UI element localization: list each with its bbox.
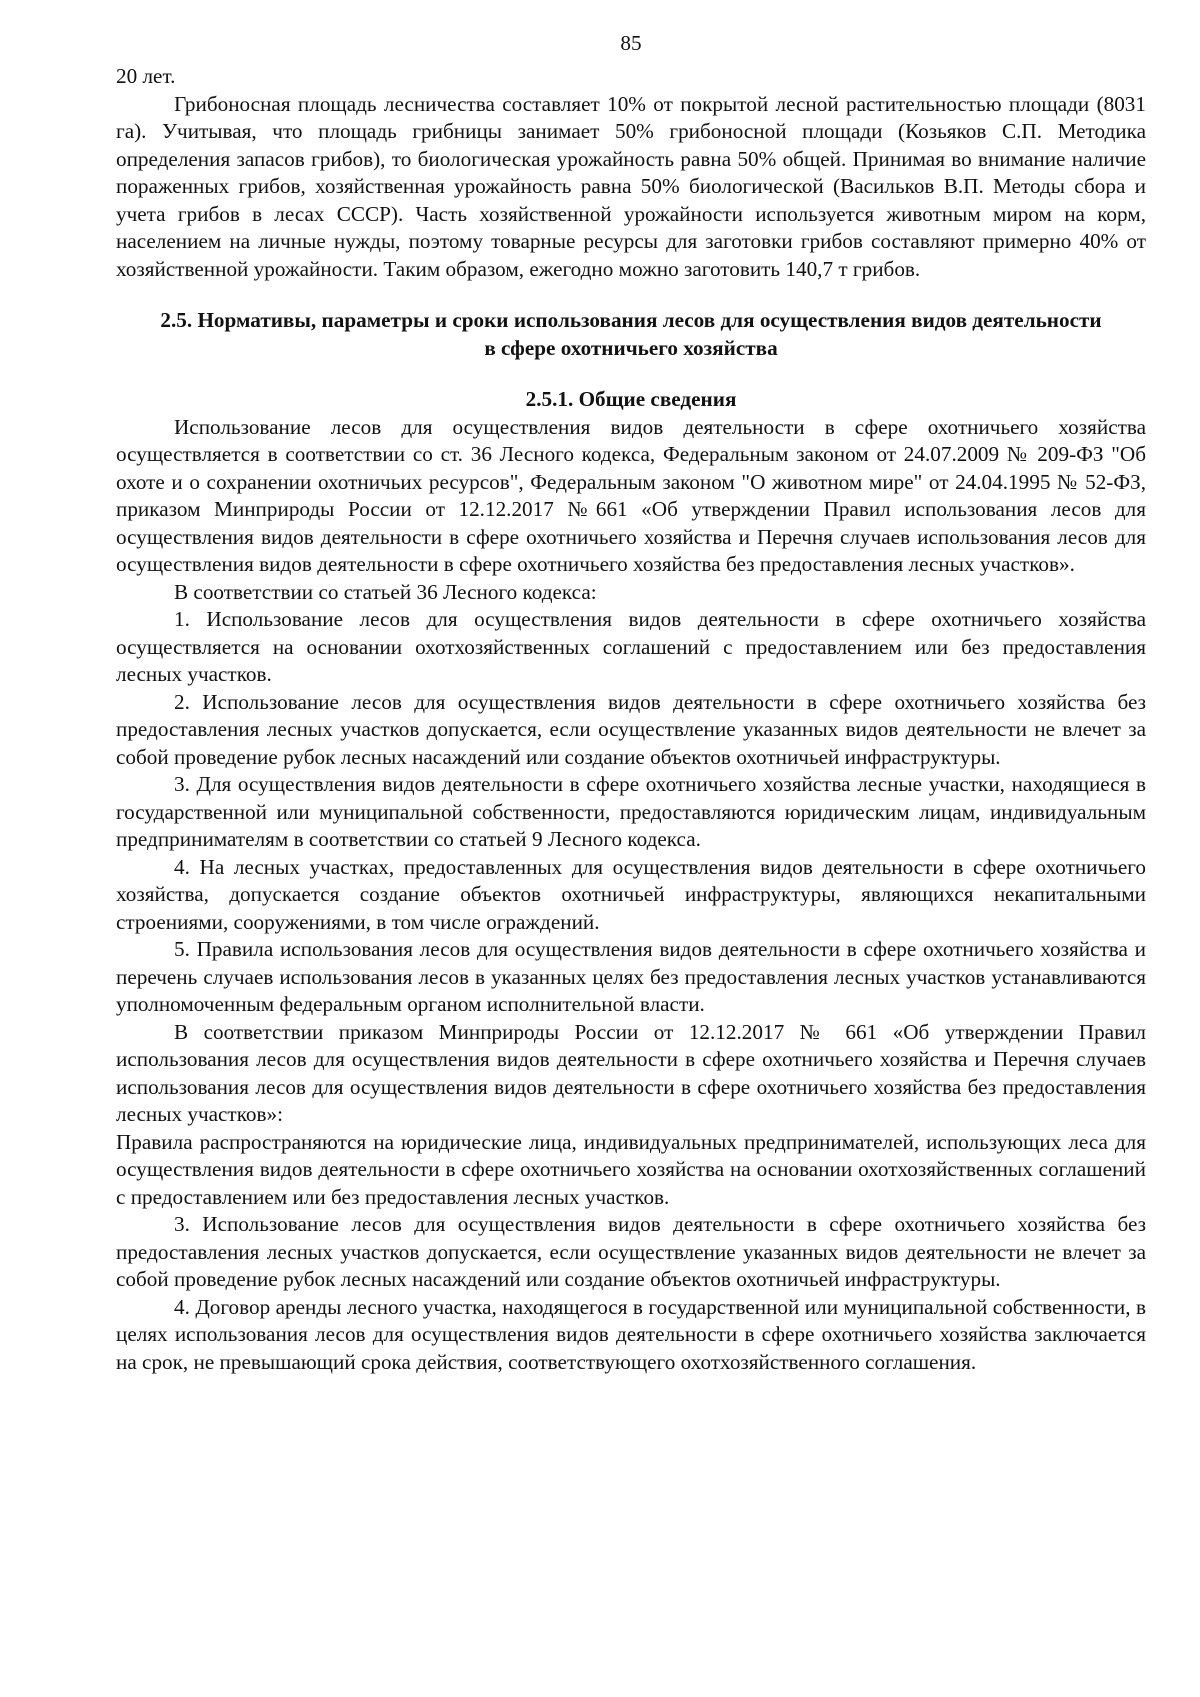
paragraph-item-4: 4. На лесных участках, предоставленных для осуществления видов деятельности в сфере охотничьего хозяйства, допускается создание объектов охотничьей инфраструктуры, являющихся некапитальными строениями, сооружениями, в том числе ограждений. bbox=[116, 854, 1146, 934]
paragraph-rule-3: 3. Использование лесов для осуществления видов деятельности в сфере охотничьего хозяйства без предоставления лесных участков допускается, если осуществление указанных видов деятельности не влечет за собой проведение рубок лесных насаждений или создание объектов охотничьей инфраструктуры. bbox=[116, 1212, 1146, 1291]
paragraph-item-3: 3. Для осуществления видов деятельности в сфере охотничьего хозяйства лесные участки, находящиеся в государственной или муниципальной собственности, предоставляются юридическим лицам, индивидуальным предпринимателям в соответствии со статьей 9 Лесного кодекса. bbox=[116, 772, 1146, 851]
section-heading: 2.5. Нормативы, параметры и сроки использования лесов для осуществления видов деятельности в сфере охотничьего хозяйства bbox=[160, 308, 1102, 360]
paragraph-rules-scope: Правила распространяются на юридические лица, индивидуальных предпринимателей, использующих леса для осуществления видов деятельности в сфере охотничьего хозяйства на основании охотхозяйственных соглашений с предоставлением или без предоставления лесных участков. bbox=[116, 1129, 1146, 1209]
page-number: 85 bbox=[620, 31, 642, 55]
paragraph-article-36-intro: В соответствии со статьей 36 Лесного кодекса: bbox=[174, 579, 597, 604]
paragraph-item-2: 2. Использование лесов для осуществления видов деятельности в сфере охотничьего хозяйства без предоставления лесных участков допускается, если осуществление указанных видов деятельности не влечет за собой проведение рубок лесных насаждений или создание объектов охотничьей инфраструктуры. bbox=[116, 689, 1146, 769]
paragraph-continuation: 20 лет. bbox=[116, 64, 176, 88]
paragraph-legal-basis: Использование лесов для осуществления видов деятельности в сфере охотничьего хозяйства осуществляется в соответствии со ст. 36 Лесного кодекса, Федеральным законом от 24.07.2009 № 209-ФЗ "Об охоте и о сохранении охотничьих ресурсов", Федеральным законом "О животном мире" от 24.04.1995 № 52-ФЗ, приказом Минприроды России от 12.12.2017 №661 «Об утверждении Правил использования лесов для осуществления видов деятельности в сфере охотничьего хозяйства и Перечня случаев использования лесов для осуществления видов деятельности в сфере охотничьего хозяйства без предоставления лесных участков». bbox=[116, 414, 1146, 576]
paragraph-order-661-intro: В соответствии приказом Минприроды России от 12.12.2017 № 661 «Об утверждении Правил использования лесов для осуществления видов деятельности в сфере охотничьего хозяйства и Перечня случаев использования лесов для осуществления видов деятельности в сфере охотничьего хозяйства без предоставления лесных участков»: bbox=[116, 1019, 1146, 1126]
paragraph-item-1: 1. Использование лесов для осуществления видов деятельности в сфере охотничьего хозяйства осуществляется на основании охотхозяйственных соглашений с предоставлением или без предоставления лесных участков. bbox=[116, 607, 1146, 686]
subsection-heading: 2.5.1. Общие сведения bbox=[525, 387, 737, 411]
document-page bbox=[116, 30, 1146, 1376]
paragraph-mushroom-yield: Грибоносная площадь лесничества составляет 10% от покрытой лесной растительностью площади (8031 га). Учитывая, что площадь грибницы занимает 50% грибоносной площади (Козьяков С.П. Методика определения запасов грибов), то биологическая урожайность равна 50% общей. Принимая во внимание наличие пораженных грибов, хозяйственная урожайность равна 50% биологической (Васильков В.П. Методы сбора и учета грибов в лесах СССР). Часть хозяйственной урожайности используется животным миром на корм, населением на личные нужды, поэтому товарные ресурсы для заготовки грибов составляют примерно 40% от хозяйственной урожайности. Таким образом, ежегодно можно заготовить 140,7 т грибов. bbox=[116, 91, 1146, 281]
paragraph-item-5: 5. Правила использования лесов для осуществления видов деятельности в сфере охотничьего хозяйства и перечень случаев использования лесов в указанных целях без предоставления лесных участков устанавливаются уполномоченным федеральным органом исполнительной власти. bbox=[116, 937, 1146, 1016]
paragraph-rule-4: 4. Договор аренды лесного участка, находящегося в государственной или муниципальной собственности, в целях использования лесов для осуществления видов деятельности в сфере охотничьего хозяйства заключается на срок, не превышающий срока действия, соответствующего охотхозяйственного соглашения. bbox=[116, 1294, 1146, 1374]
